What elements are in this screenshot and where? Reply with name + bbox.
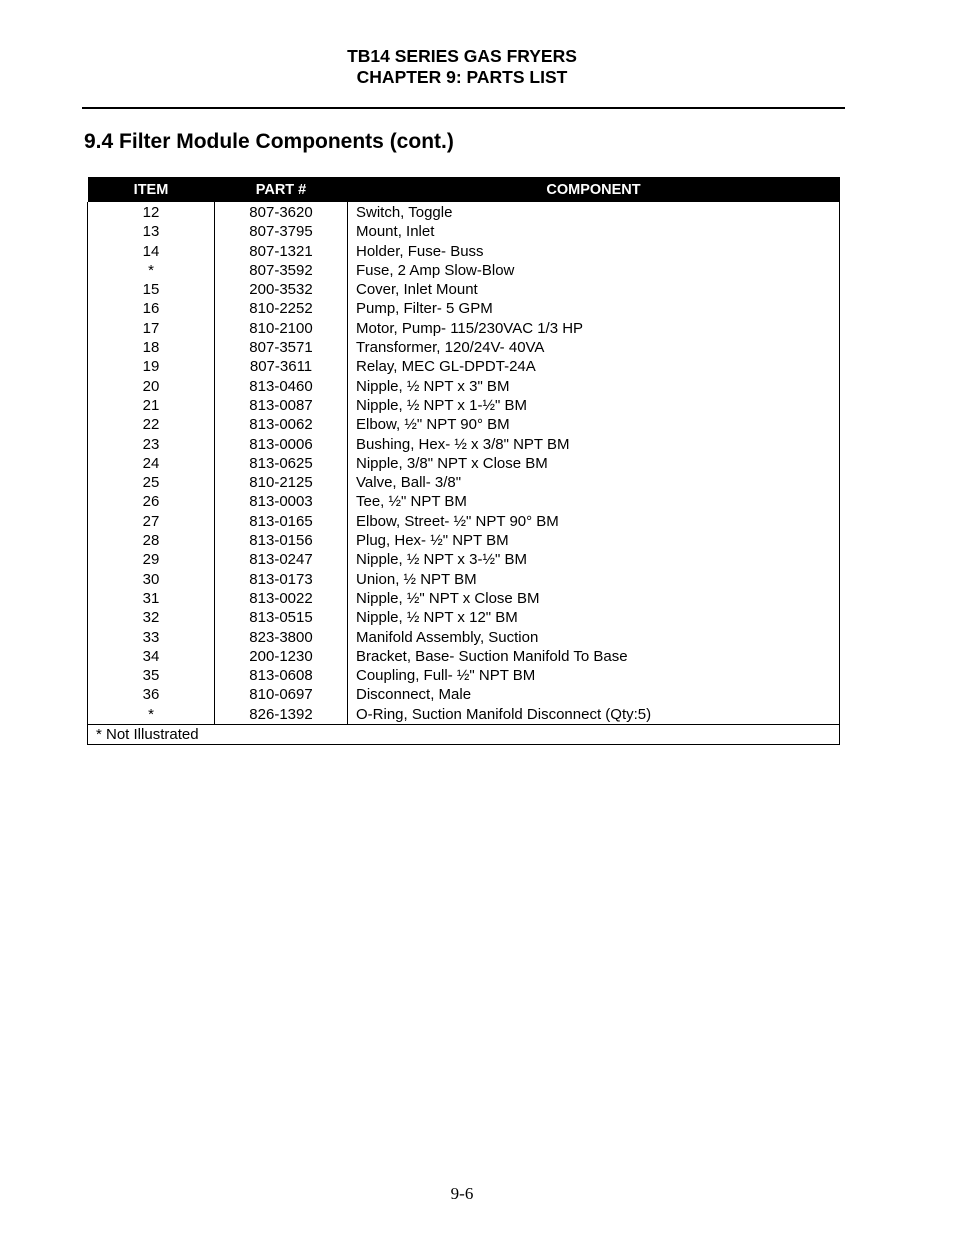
header-title: TB14 SERIES GAS FRYERS [347, 46, 577, 66]
item-cell: 19 [88, 357, 215, 376]
part-number-cell: 813-0460 [215, 377, 348, 396]
item-cell: 14 [88, 242, 215, 261]
table-row [88, 454, 840, 473]
component-cell: Bracket, Base- Suction Manifold To Base [348, 647, 840, 666]
section-title: 9.4 Filter Module Components (cont.) [84, 130, 454, 153]
part-number-cell: 813-0006 [215, 435, 348, 454]
item-cell: 21 [88, 396, 215, 415]
component-cell: Disconnect, Male [348, 685, 840, 704]
part-number-cell: 200-3532 [215, 280, 348, 299]
component-cell: Nipple, ½ NPT x 3" BM [348, 377, 840, 396]
component-cell: Coupling, Full- ½" NPT BM [348, 666, 840, 685]
part-number-cell: 807-3795 [215, 222, 348, 241]
component-cell: Switch, Toggle [348, 202, 840, 222]
part-number-cell: 813-0247 [215, 550, 348, 569]
table-row [88, 242, 840, 261]
document-header [0, 46, 924, 88]
item-cell: 12 [88, 202, 215, 222]
component-cell: Valve, Ball- 3/8" [348, 473, 840, 492]
table-row [88, 415, 840, 434]
item-cell: 18 [88, 338, 215, 357]
component-cell: Nipple, ½ NPT x 1-½" BM [348, 396, 840, 415]
header-divider [82, 107, 845, 109]
item-cell: 13 [88, 222, 215, 241]
table-row [88, 377, 840, 396]
item-cell: 25 [88, 473, 215, 492]
part-number-cell: 810-2125 [215, 473, 348, 492]
part-number-cell: 810-2100 [215, 319, 348, 338]
item-cell: 26 [88, 492, 215, 511]
table-row [88, 589, 840, 608]
column-header-part-number: PART # [215, 177, 348, 202]
item-cell: 31 [88, 589, 215, 608]
item-cell: 34 [88, 647, 215, 666]
item-cell: 33 [88, 628, 215, 647]
item-cell: * [88, 705, 215, 725]
component-cell: Bushing, Hex- ½ x 3/8" NPT BM [348, 435, 840, 454]
component-cell: Motor, Pump- 115/230VAC 1/3 HP [348, 319, 840, 338]
item-cell: 23 [88, 435, 215, 454]
item-cell: 28 [88, 531, 215, 550]
part-number-cell: 813-0062 [215, 415, 348, 434]
component-cell: Nipple, ½ NPT x 3-½" BM [348, 550, 840, 569]
table-row [88, 628, 840, 647]
item-cell: 16 [88, 299, 215, 318]
component-cell: Nipple, ½" NPT x Close BM [348, 589, 840, 608]
table-row [88, 531, 840, 550]
part-number-cell: 810-2252 [215, 299, 348, 318]
part-number-cell: 807-3571 [215, 338, 348, 357]
part-number-cell: 807-1321 [215, 242, 348, 261]
component-cell: Manifold Assembly, Suction [348, 628, 840, 647]
component-cell: Elbow, Street- ½" NPT 90° BM [348, 512, 840, 531]
item-cell: 17 [88, 319, 215, 338]
table-row [88, 338, 840, 357]
table-row [88, 666, 840, 685]
component-cell: Plug, Hex- ½" NPT BM [348, 531, 840, 550]
component-cell: Holder, Fuse- Buss [348, 242, 840, 261]
part-number-cell: 813-0173 [215, 570, 348, 589]
component-cell: Pump, Filter- 5 GPM [348, 299, 840, 318]
table-row [88, 435, 840, 454]
table-row [88, 492, 840, 511]
component-cell: O-Ring, Suction Manifold Disconnect (Qty:5) [348, 705, 840, 725]
part-number-cell: 813-0165 [215, 512, 348, 531]
part-number-cell: 813-0515 [215, 608, 348, 627]
table-row [88, 705, 840, 725]
part-number-cell: 813-0625 [215, 454, 348, 473]
component-cell: Relay, MEC GL-DPDT-24A [348, 357, 840, 376]
item-cell: 15 [88, 280, 215, 299]
table-row [88, 222, 840, 241]
column-header-component: COMPONENT [348, 177, 840, 202]
part-number-cell: 807-3611 [215, 357, 348, 376]
table-row [88, 647, 840, 666]
component-cell: Tee, ½" NPT BM [348, 492, 840, 511]
table-header-row [88, 177, 840, 202]
table-row [88, 570, 840, 589]
item-cell: 32 [88, 608, 215, 627]
part-number-cell: 200-1230 [215, 647, 348, 666]
table-footnote-row [88, 725, 840, 745]
parts-table [87, 177, 840, 745]
table-row [88, 319, 840, 338]
table-row [88, 396, 840, 415]
parts-table-body [88, 202, 840, 725]
table-row [88, 261, 840, 280]
item-cell: 22 [88, 415, 215, 434]
part-number-cell: 807-3592 [215, 261, 348, 280]
table-row [88, 608, 840, 627]
table-row [88, 202, 840, 222]
item-cell: 36 [88, 685, 215, 704]
part-number-cell: 813-0003 [215, 492, 348, 511]
part-number-cell: 813-0156 [215, 531, 348, 550]
table-row [88, 299, 840, 318]
item-cell: * [88, 261, 215, 280]
header-chapter: CHAPTER 9: PARTS LIST [356, 67, 568, 87]
component-cell: Elbow, ½" NPT 90° BM [348, 415, 840, 434]
component-cell: Nipple, 3/8" NPT x Close BM [348, 454, 840, 473]
part-number-cell: 823-3800 [215, 628, 348, 647]
table-row [88, 473, 840, 492]
part-number-cell: 813-0608 [215, 666, 348, 685]
component-cell: Mount, Inlet [348, 222, 840, 241]
part-number-cell: 813-0087 [215, 396, 348, 415]
item-cell: 20 [88, 377, 215, 396]
part-number-cell: 807-3620 [215, 202, 348, 222]
column-header-item: ITEM [88, 177, 215, 202]
item-cell: 24 [88, 454, 215, 473]
table-row [88, 550, 840, 569]
component-cell: Cover, Inlet Mount [348, 280, 840, 299]
item-cell: 35 [88, 666, 215, 685]
item-cell: 29 [88, 550, 215, 569]
page-number: 9-6 [450, 1184, 474, 1203]
table-row [88, 280, 840, 299]
item-cell: 27 [88, 512, 215, 531]
part-number-cell: 826-1392 [215, 705, 348, 725]
item-cell: 30 [88, 570, 215, 589]
component-cell: Union, ½ NPT BM [348, 570, 840, 589]
component-cell: Nipple, ½ NPT x 12" BM [348, 608, 840, 627]
table-row [88, 512, 840, 531]
part-number-cell: 810-0697 [215, 685, 348, 704]
footnote: * Not Illustrated [88, 725, 840, 745]
component-cell: Fuse, 2 Amp Slow-Blow [348, 261, 840, 280]
part-number-cell: 813-0022 [215, 589, 348, 608]
table-row [88, 685, 840, 704]
component-cell: Transformer, 120/24V- 40VA [348, 338, 840, 357]
table-row [88, 357, 840, 376]
